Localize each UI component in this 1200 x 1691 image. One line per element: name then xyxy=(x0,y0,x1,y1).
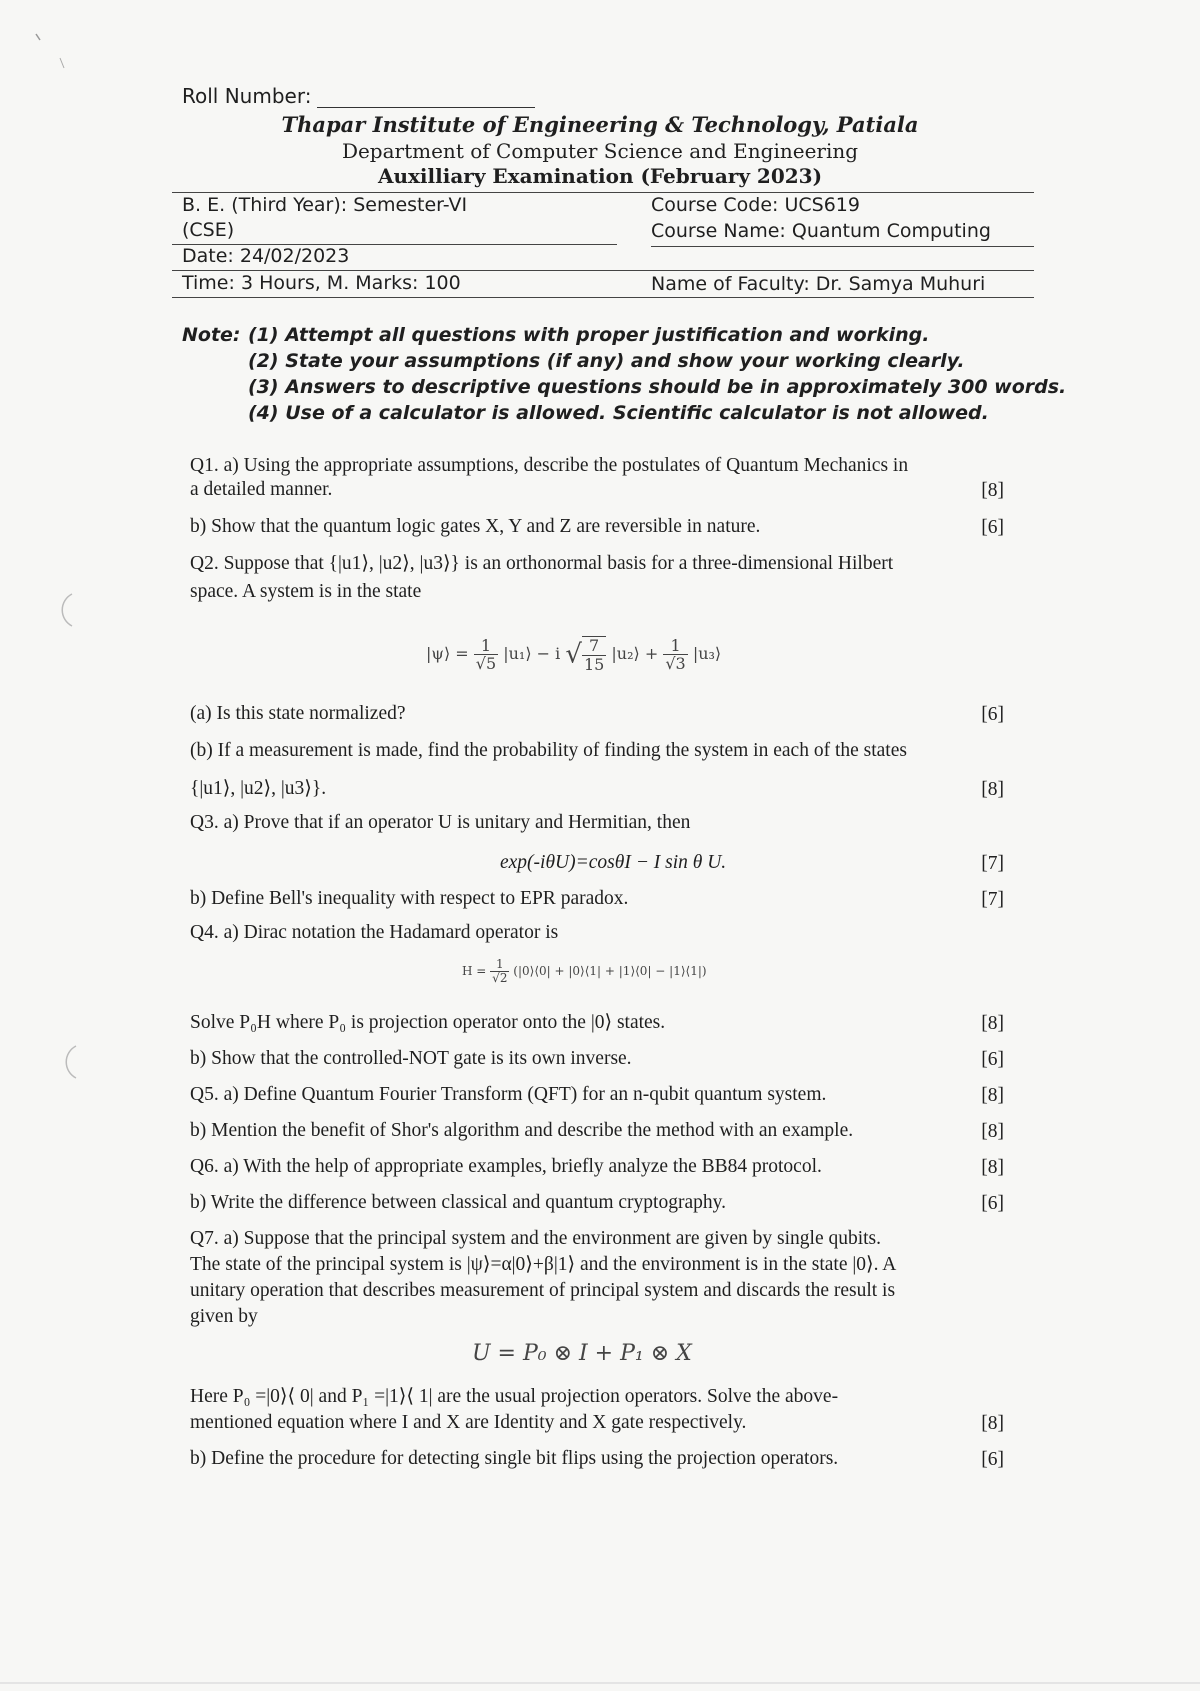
question-text: (a) Is this state normalized? xyxy=(190,703,406,724)
fraction xyxy=(663,637,687,673)
denominator: √3 xyxy=(665,654,686,674)
note-item: (1) Attempt all questions with proper justification and working. xyxy=(248,324,930,346)
marks: [7] xyxy=(981,889,1004,910)
denominator: √2 xyxy=(492,971,508,986)
question-text: {|u1⟩, |u2⟩, |u3⟩}. xyxy=(190,778,327,799)
marks: [8] xyxy=(981,1013,1004,1034)
exam-date: Date: 24/02/2023 xyxy=(182,245,350,267)
question-text: The state of the principal system is |ψ⟩=α|0⟩+β|1⟩ and the environment is in the state |0⟩. A xyxy=(190,1254,897,1275)
eq-lhs: |ψ⟩ = xyxy=(426,644,469,664)
program: B. E. (Third Year): Semester-VI xyxy=(182,194,468,216)
question-text: given by xyxy=(190,1306,258,1327)
marks: [6] xyxy=(981,1449,1004,1470)
table-rule xyxy=(172,192,1034,193)
table-rule xyxy=(172,297,1034,298)
note-item: (3) Answers to descriptive questions should be in approximately 300 words. xyxy=(248,376,1067,398)
marks: [6] xyxy=(981,517,1004,538)
question-text: Q3. a) Prove that if an operator U is unitary and Hermitian, then xyxy=(190,812,691,833)
marks: [8] xyxy=(981,1157,1004,1178)
question-text: Solve P₀H where P₀ is projection operator onto the |0⟩ states. xyxy=(190,1012,666,1033)
question-text: b) Mention the benefit of Shor's algorithm and describe the method with an example. xyxy=(190,1120,854,1141)
table-rule xyxy=(651,246,1034,247)
table-rule xyxy=(172,270,1034,271)
question-text: mentioned equation where I and X are Identity and X gate respectively. xyxy=(190,1412,747,1433)
hadamard-equation xyxy=(462,958,707,985)
marks: [8] xyxy=(981,1121,1004,1142)
question-text: Q2. Suppose that {|u1⟩, |u2⟩, |u3⟩} is an orthonormal basis for a three-dimensional Hilbert xyxy=(190,553,894,574)
question-text: b) Define Bell's inequality with respect to EPR paradox. xyxy=(190,888,629,909)
question-text: space. A system is in the state xyxy=(190,581,422,602)
eq-lhs: H = xyxy=(462,964,487,979)
question-text: Here P₀ =|0⟩⟨ 0| and P₁ =|1⟩⟨ 1| are the usual projection operators. Solve the above- xyxy=(190,1386,839,1407)
faculty-name: Name of Faculty: Dr. Samya Muhuri xyxy=(651,273,986,295)
roll-number-blank xyxy=(317,89,535,108)
note-item: (2) State your assumptions (if any) and show your working clearly. xyxy=(248,350,965,372)
question-text: b) Write the difference between classical and quantum cryptography. xyxy=(190,1192,726,1213)
state-equation xyxy=(426,636,721,673)
course-name: Course Name: Quantum Computing xyxy=(651,220,991,242)
denominator: 15 xyxy=(583,654,605,674)
exam-title: Auxilliary Examination (February 2023) xyxy=(377,164,823,188)
fraction xyxy=(474,637,498,673)
roll-number-field xyxy=(182,84,535,108)
marks: [8] xyxy=(981,1413,1004,1434)
fraction xyxy=(490,958,509,985)
question-text: b) Define the procedure for detecting single bit flips using the projection operators. xyxy=(190,1448,839,1469)
marks: [6] xyxy=(981,704,1004,725)
numerator: 1 xyxy=(663,637,687,656)
numerator: 1 xyxy=(490,958,509,972)
branch: (CSE) xyxy=(182,219,235,241)
question-text: unitary operation that describes measurement of principal system and discards the result is xyxy=(190,1280,896,1301)
note-label: Note: xyxy=(182,324,241,346)
marks: [8] xyxy=(981,779,1004,800)
question-text: (b) If a measurement is made, find the probability of finding the system in each of the states xyxy=(190,740,907,761)
unitary-equation: U = P₀ ⊗ I + P₁ ⊗ X xyxy=(472,1341,692,1366)
punch-hole-arc xyxy=(50,1042,80,1082)
marks: [8] xyxy=(981,480,1004,501)
question-text: b) Show that the quantum logic gates X, Y and Z are reversible in nature. xyxy=(190,516,761,537)
course-code: Course Code: UCS619 xyxy=(651,194,860,216)
question-text: Q4. a) Dirac notation the Hadamard operator is xyxy=(190,922,559,943)
question-text: a detailed manner. xyxy=(190,479,333,500)
numerator: 7 xyxy=(582,637,606,656)
question-text: Q1. a) Using the appropriate assumptions, describe the postulates of Quantum Mechanics in xyxy=(190,455,909,476)
eq-term: |u₃⟩ xyxy=(692,644,722,664)
eq-term: (|0⟩⟨0| + |0⟩⟨1| + |1⟩⟨0| − |1⟩⟨1|) xyxy=(513,964,707,979)
question-text: Q6. a) With the help of appropriate examples, briefly analyze the BB84 protocol. xyxy=(190,1156,822,1177)
numerator: 1 xyxy=(474,637,498,656)
note-item: (4) Use of a calculator is allowed. Scientific calculator is not allowed. xyxy=(248,402,989,424)
denominator: √5 xyxy=(475,654,497,674)
bottom-edge xyxy=(0,1682,1200,1684)
roll-number-label: Roll Number: xyxy=(182,84,312,108)
question-text: Q7. a) Suppose that the principal system and the environment are given by single qubits. xyxy=(190,1228,882,1249)
eq-term: |u₂⟩ + xyxy=(611,644,659,664)
question-text: Q5. a) Define Quantum Fourier Transform (QFT) for an n-qubit quantum system. xyxy=(190,1084,827,1105)
eq-term: |u₁⟩ − i xyxy=(503,644,561,664)
department-name: Department of Computer Science and Engineering xyxy=(341,139,859,163)
sqrt-sign: √ xyxy=(565,639,582,670)
marks: [6] xyxy=(981,1049,1004,1070)
marks: [8] xyxy=(981,1085,1004,1106)
question-text: b) Show that the controlled-NOT gate is its own inverse. xyxy=(190,1048,632,1069)
scan-speck xyxy=(30,28,70,78)
marks: [7] xyxy=(981,853,1004,874)
marks: [6] xyxy=(981,1193,1004,1214)
time-and-marks: Time: 3 Hours, M. Marks: 100 xyxy=(182,272,461,294)
fraction xyxy=(582,636,606,673)
institute-name: Thapar Institute of Engineering & Technology, Patiala xyxy=(281,112,919,137)
equation: exp(-iθU)=cosθI − I sin θ U. xyxy=(500,852,727,873)
punch-hole-arc xyxy=(46,590,76,630)
